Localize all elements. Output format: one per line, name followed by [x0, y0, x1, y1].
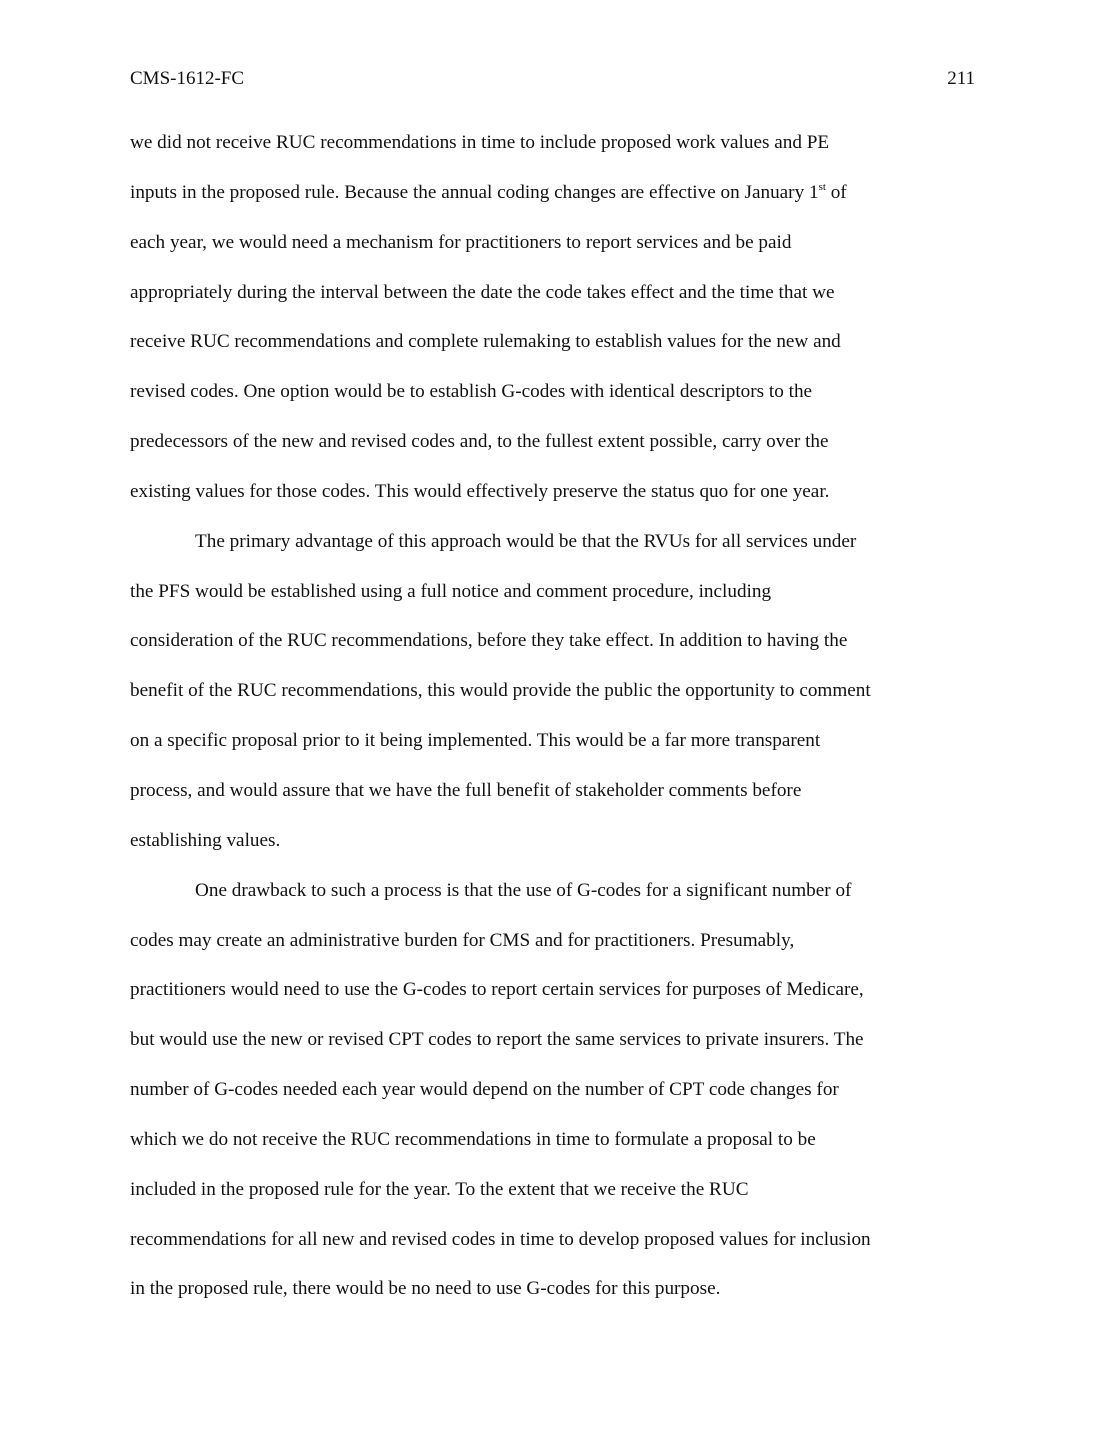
text-line: consideration of the RUC recommendations, before they take effect. In addition to having the: [130, 630, 848, 652]
text-line-tail: of: [825, 181, 847, 203]
document-id: CMS-1612-FC: [130, 68, 245, 89]
text-line: appropriately during the interval between the date the code takes effect and the time that we: [130, 281, 835, 303]
text-line-main: inputs in the proposed rule. Because the annual coding changes are effective on January 1: [130, 181, 819, 203]
ordinal-superscript: st: [818, 180, 826, 193]
text-line: included in the proposed rule for the year. To the extent that we receive the RUC: [130, 1178, 749, 1200]
paragraph-start-line: The primary advantage of this approach would be that the RVUs for all services under: [195, 530, 857, 552]
page-header: [130, 66, 975, 92]
text-line: each year, we would need a mechanism for practitioners to report services and be paid: [130, 231, 792, 253]
page-number: 211: [947, 68, 975, 89]
text-line: receive RUC recommendations and complete rulemaking to establish values for the new and: [130, 331, 841, 353]
text-line: the PFS would be established using a full notice and comment procedure, including: [130, 580, 772, 602]
text-line: recommendations for all new and revised codes in time to develop proposed values for inclusion: [130, 1228, 871, 1250]
text-line: codes may create an administrative burden for CMS and for practitioners. Presumably,: [130, 929, 795, 951]
text-line: on a specific proposal prior to it being implemented. This would be a far more transparent: [130, 730, 821, 752]
text-line: but would use the new or revised CPT codes to report the same services to private insurers. The: [130, 1029, 864, 1051]
text-line: [130, 168, 975, 218]
text-line: establishing values.: [130, 829, 281, 851]
text-line: revised codes. One option would be to establish G-codes with identical descriptors to the: [130, 381, 813, 403]
text-line: process, and would assure that we have the full benefit of stakeholder comments before: [130, 779, 802, 801]
text-line: in the proposed rule, there would be no need to use G-codes for this purpose.: [130, 1278, 721, 1300]
text-line: existing values for those codes. This would effectively preserve the status quo for one year.: [130, 480, 830, 502]
text-line: number of G-codes needed each year would depend on the number of CPT code changes for: [130, 1079, 839, 1101]
text-line: predecessors of the new and revised codes and, to the fullest extent possible, carry over the: [130, 431, 829, 453]
text-line: we did not receive RUC recommendations in time to include proposed work values and PE: [130, 132, 830, 153]
text-line: which we do not receive the RUC recommendations in time to formulate a proposal to be: [130, 1128, 816, 1150]
text-line: practitioners would need to use the G-codes to report certain services for purposes of Medicare,: [130, 979, 864, 1001]
paragraph-start-line: One drawback to such a process is that the use of G-codes for a significant number of: [195, 879, 852, 901]
body-text: [130, 118, 975, 1314]
text-line: benefit of the RUC recommendations, this would provide the public the opportunity to comment: [130, 680, 871, 702]
